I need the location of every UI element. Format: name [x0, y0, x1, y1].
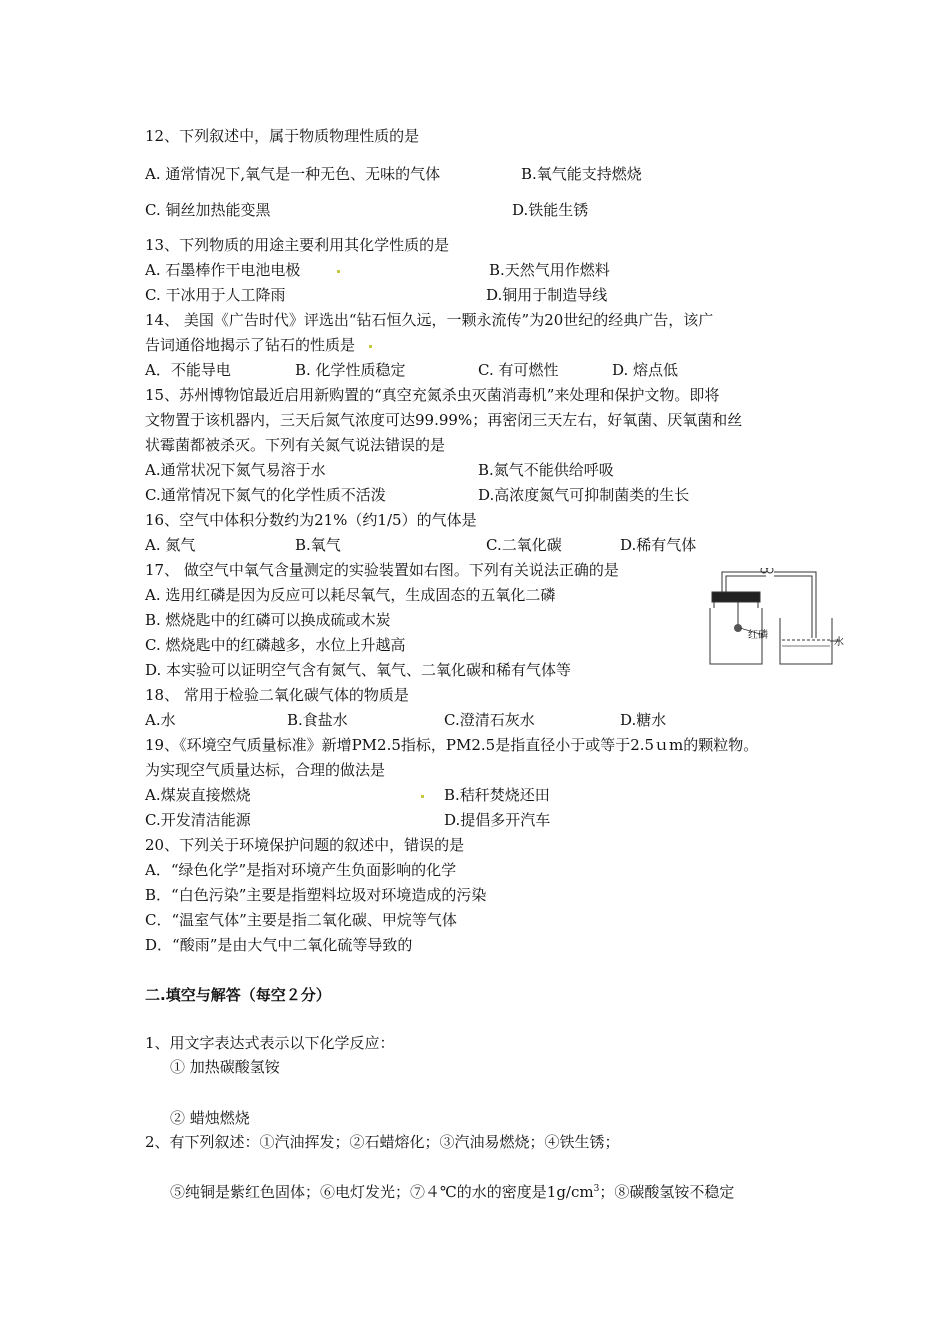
- q13-option-b: B.天然气用作燃料: [489, 261, 610, 279]
- q13-stem: 13、下列物质的用途主要利用其化学性质的是: [145, 236, 450, 254]
- q20-option-c: C．“温室气体”主要是指二氧化碳、甲烷等气体: [145, 911, 457, 929]
- q12-option-b: B.氧气能支持燃烧: [521, 165, 642, 183]
- q17-option-c: C. 燃烧匙中的红磷越多，水位上升越高: [145, 636, 406, 654]
- q14-option-c: C. 有可燃性: [478, 361, 559, 379]
- p1-item-2: ② 蜡烛燃烧: [170, 1109, 250, 1127]
- q18-option-d: D.糖水: [620, 711, 667, 729]
- p2-line2: [170, 1182, 734, 1202]
- q15-stem-line2: 文物置于该机器内，三天后氮气浓度可达99.99%；再密闭三天左右，好氧菌、厌氧菌和丝: [145, 411, 743, 429]
- q18-option-b: B.食盐水: [287, 711, 348, 729]
- q20-option-a: A．“绿色化学”是指对环境产生负面影响的化学: [145, 861, 457, 879]
- q17-option-d: D. 本实验可以证明空气含有氮气、氧气、二氧化碳和稀有气体等: [145, 661, 572, 679]
- q15-option-d: D.高浓度氮气可抑制菌类的生长: [478, 486, 690, 504]
- q18-stem: 18、 常用于检验二氧化碳气体的物质是: [145, 686, 409, 704]
- q19-option-a: A.煤炭直接燃烧: [145, 786, 251, 804]
- q16-option-d: D.稀有气体: [620, 536, 697, 554]
- q20-stem: 20、下列关于环境保护问题的叙述中，错误的是: [145, 836, 465, 854]
- q16-option-a: A. 氮气: [145, 536, 196, 554]
- q14-option-b: B. 化学性质稳定: [295, 361, 406, 379]
- q15-option-b: B.氮气不能供给呼吸: [478, 461, 614, 479]
- q16-option-c: C.二氧化碳: [486, 536, 562, 554]
- q18-option-a: A.水: [145, 711, 176, 729]
- q19-stem-line2: 为实现空气质量达标，合理的做法是: [145, 761, 386, 779]
- q12-option-a: A. 通常情况下,氧气是一种无色、无味的气体: [145, 165, 441, 183]
- q18-option-c: C.澄清石灰水: [444, 711, 535, 729]
- q12-option-c: C. 铜丝加热能变黑: [145, 201, 271, 219]
- p2-line1: 2、有下列叙述：①汽油挥发；②石蜡熔化；③汽油易燃烧；④铁生锈；: [145, 1133, 620, 1151]
- p2-line2-pre: ⑤纯铜是紫红色固体；⑥电灯发光；⑦４℃的水的密度是1g/cm: [170, 1183, 594, 1201]
- p1-item-1: ① 加热碳酸氢铵: [170, 1058, 280, 1076]
- oxygen-measurement-apparatus-figure: [700, 568, 850, 672]
- figure-label-water: 水: [834, 637, 844, 648]
- q13-option-c: C. 干冰用于人工降雨: [145, 286, 286, 304]
- q19-option-b: B.秸秆焚烧还田: [444, 786, 550, 804]
- p2-line2-sup: 3: [593, 1184, 600, 1194]
- q15-option-a: A.通常状况下氮气易溶于水: [145, 461, 326, 479]
- q14-option-a: A．不能导电: [145, 361, 231, 379]
- figure-label-phosphorus: 红磷: [748, 630, 768, 641]
- q17-option-a: A. 选用红磷是因为反应可以耗尽氧气，生成固态的五氧化二磷: [145, 586, 556, 604]
- q19-option-d: D.提倡多开汽车: [444, 811, 551, 829]
- q14-stem-line2: 告词通俗地揭示了钻石的性质是: [145, 336, 356, 354]
- q16-stem: 16、空气中体积分数约为21%（约1/5）的气体是: [145, 511, 477, 529]
- q14-option-d: D. 熔点低: [612, 361, 679, 379]
- section-title: 二.填空与解答（每空２分）: [145, 986, 331, 1004]
- p1-stem: 1、用文字表达式表示以下化学反应：: [145, 1034, 395, 1052]
- q19-option-c: C.开发清洁能源: [145, 811, 251, 829]
- q19-stem-line1: 19、《环境空气质量标准》新增PM2.5指标，PM2.5是指直径小于或等于2.5ｕm的颗粒物。: [145, 736, 759, 754]
- p2-line2-post: ；⑧碳酸氢铵不稳定: [599, 1183, 735, 1201]
- q15-stem-line1: 15、苏州博物馆最近启用新购置的“真空充氮杀虫灭菌消毒机”来处理和保护文物。即将: [145, 386, 720, 404]
- q20-option-b: B．“白色污染”主要是指塑料垃圾对环境造成的污染: [145, 886, 487, 904]
- q12-option-d: D.铁能生锈: [512, 201, 589, 219]
- q16-option-b: B.氧气: [295, 536, 341, 554]
- q12-stem: 12、下列叙述中，属于物质物理性质的是: [145, 127, 420, 145]
- q20-option-d: D．“酸雨”是由大气中二氧化硫等导致的: [145, 936, 413, 954]
- q17-option-b: B. 燃烧匙中的红磷可以换成硫或木炭: [145, 611, 391, 629]
- q15-option-c: C.通常情况下氮气的化学性质不活泼: [145, 486, 386, 504]
- q13-option-a: A. 石墨棒作干电池电极: [145, 261, 301, 279]
- q17-stem: 17、 做空气中氧气含量测定的实验装置如右图。下列有关说法正确的是: [145, 561, 619, 579]
- q15-stem-line3: 状霉菌都被杀灭。下列有关氮气说法错误的是: [145, 436, 446, 454]
- q14-stem-line1: 14、 美国《广告时代》评选出“钻石恒久远，一颗永流传”为20世纪的经典广告，该广: [145, 311, 714, 329]
- q13-option-d: D.铜用于制造导线: [486, 286, 608, 304]
